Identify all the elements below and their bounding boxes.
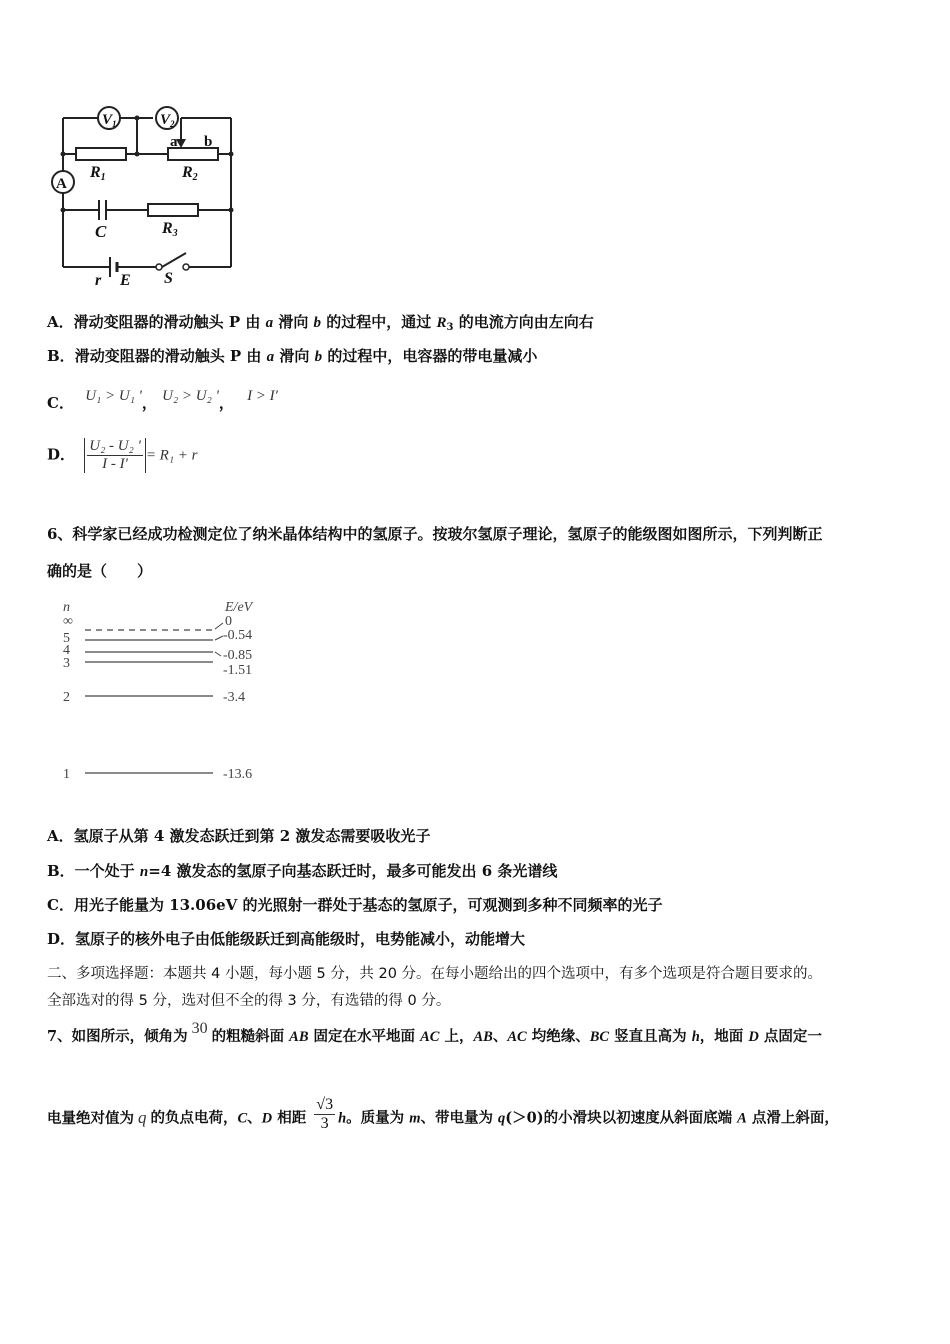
point-b-label: b — [204, 134, 213, 150]
ammeter-label: A — [56, 176, 67, 192]
switch-label: S — [164, 270, 173, 287]
label-leader-line — [215, 623, 223, 629]
level-n-label: 1 — [63, 767, 70, 782]
q6-stem-line2: 确的是（ ） — [47, 562, 153, 580]
level-n-label: 2 — [63, 690, 70, 705]
q6-option-a: A．氢原子从第 4 激发态跃迁到第 2 激发态需要吸收光子 — [47, 827, 431, 845]
r2-label: R2 — [182, 164, 198, 183]
level-energy-label: -13.6 — [223, 767, 253, 782]
q6-option-c: C．用光子能量为 13.06eV 的光照射一群处于基态的氢原子，可观测到多种不同频率的光子 — [47, 896, 663, 914]
level-n-label: 3 — [63, 656, 70, 671]
level-n-label: 5 — [63, 631, 70, 646]
q5-option-b: B．滑动变阻器的滑动触头 P 由 a 滑向 b 的过程中，电容器的带电量减小 — [47, 347, 538, 365]
v2-meter-label: $V_2$ — [160, 112, 175, 129]
q6-option-d: D．氢原子的核外电子由低能级跃迁到高能级时，电势能减小，动能增大 — [47, 930, 526, 948]
point-a-label: a — [170, 134, 178, 150]
level-n-label: 4 — [63, 643, 70, 658]
label-leader-line — [215, 652, 221, 656]
q6-stem-line1: 6、科学家已经成功检测定位了纳米晶体结构中的氢原子。按玻尔氢原子理论，氢原子的能级图如图所示，下列判断正 — [47, 525, 823, 543]
level-energy-label: -3.4 — [223, 690, 246, 705]
q5-option-d: D． $\frac{\text{U₂ - U₂ '}}{I - I'}$ = R₁ + r — [47, 438, 198, 472]
level-energy-label: -0.54 — [223, 628, 253, 643]
capacitor-label: C — [95, 222, 107, 241]
n-axis-label: n — [63, 600, 70, 615]
level-energy-label: -0.85 — [223, 648, 253, 663]
internal-resistance-label: r — [95, 272, 102, 289]
r1-label: R1 — [90, 164, 106, 183]
section2-heading-line1: 二、多项选择题：本题共 4 小题，每小题 5 分，共 20 分。在每小题给出的四个选项中，有多个选项是符合题目要求的。 — [47, 966, 823, 982]
level-n-label: ∞ — [63, 614, 73, 629]
r3-label: R3 — [162, 220, 178, 239]
section2-heading-line2: 全部选对的得 5 分，选对但不全的得 3 分，有选错的得 0 分。 — [47, 993, 451, 1009]
emf-label: E — [120, 272, 131, 289]
q6-option-b: B．一个处于 n=4 激发态的氢原子向基态跃迁时，最多可能发出 6 条光谱线 — [47, 862, 558, 880]
q5-option-a: A．滑动变阻器的滑动触头 P 由 a 滑向 b 的过程中，通过 $R_3$ 的电流方向由左向右 — [47, 313, 594, 333]
level-energy-label: 0 — [225, 614, 232, 629]
circuit-diagram — [40, 95, 250, 290]
energy-axis-label: E/eV — [225, 600, 253, 615]
q5-option-c: C． U₁ > U₁ '， U₂ > U₂ '， I > I′ — [47, 388, 278, 412]
q7-stem-line2: 电量绝对值为 q 的负点电荷，C、D 相距 $\frac{√3}{3}$ h。质量为 m、带电量为 q(＞0)的小滑块以初速度从斜面底端 A 点滑上斜面， — [47, 1096, 839, 1132]
q7-stem-line1: 7、如图所示，倾角为 30 的粗糙斜面 AB 固定在水平地面 AC 上，AB、AC 均绝缘、BC 竖直且高为 h，地面 D 点固定一 — [47, 1020, 822, 1045]
level-energy-label: -1.51 — [223, 663, 253, 678]
label-leader-line — [215, 636, 223, 640]
v1-meter-label: $V_1$ — [102, 112, 117, 129]
energy-level-diagram — [55, 595, 285, 790]
